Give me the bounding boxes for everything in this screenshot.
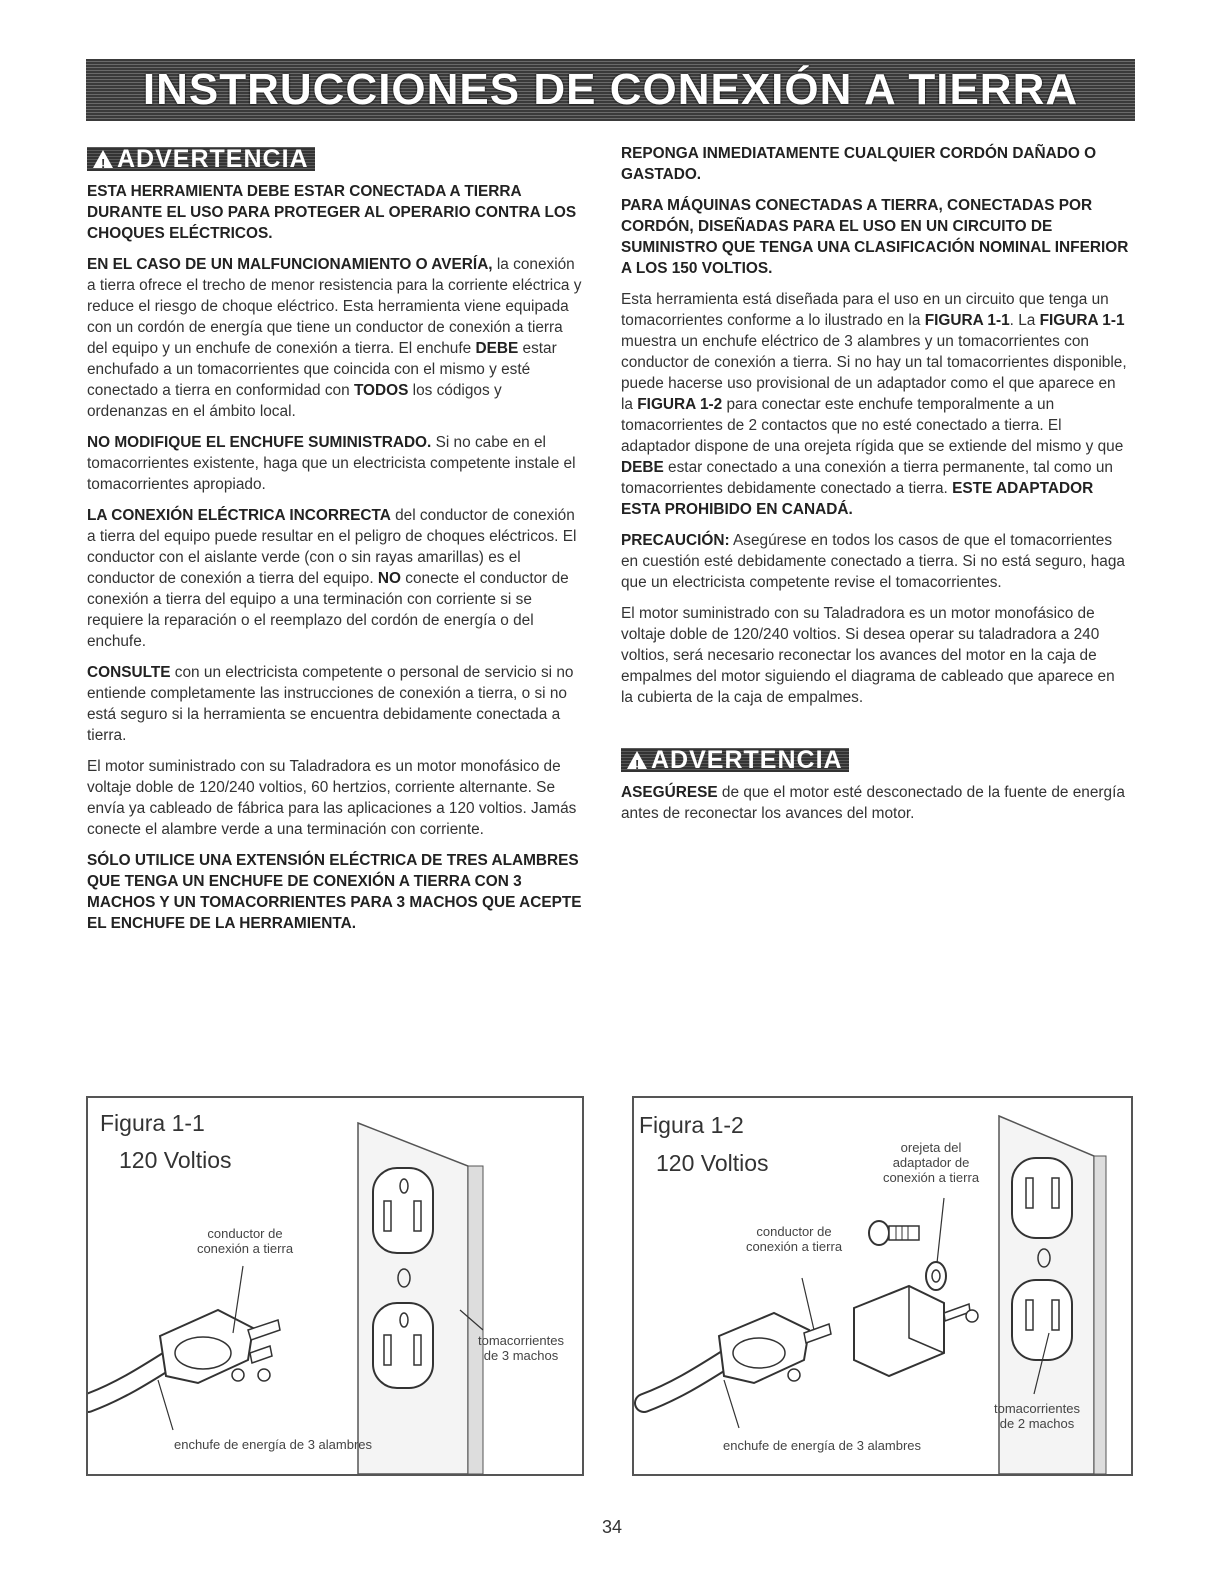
receptacle-lower [373,1303,433,1388]
figure-1-2-ground-label: conductor de conexión a tierra [745,1224,843,1254]
right-p3: Esta herramienta está diseñada para el uso en un circuito que tenga un tomacorrientes conforme a lo ilustrado en la FIGURA 1-1. La FIGURA 1-1 muestra un enchufe eléctrico de 3 alambres y un tomacorrientes con conductor de conexión a tierra. Si no hay un tal tomacorrientes disponible, puede hacerse uso provisional de un adaptador como el que aparece en la FIGURA 1-2 para conectar este enchufe temporalmente a un tomacorrientes de 2 contactos que no esté conectado a tierra. El adaptador dispone de una orejeta rígida que se extiende del mismo y que DEBE estar conectado a una conexión a tierra permanente, tal como un tomacorrientes debidamente conectado a tierra. ESTE ADAPTADOR ESTA PROHIBIDO EN CANADÁ. [621,291,1127,518]
left-p1: ESTA HERRAMIENTA DEBE ESTAR CONECTADA A TIERRA DURANTE EL USO PARA PROTEGER AL OPERARIO CONTRA LOS CHOQUES ELÉCTRICOS. [87,183,577,242]
right-p4: PRECAUCIÓN: Asegúrese en todos los casos de que el tomacorrientes en cuestión esté debidamente conectado a tierra. Si no está seguro, haga que un electricista competente revise el tomacorrientes. [621,532,1125,591]
figure-1-1-outlet-label: tomacorrientes de 3 machos [478,1333,564,1363]
figure-1-1-voltage: 120 Voltios [119,1147,232,1173]
figure-1-2-plug-label: enchufe de energía de 3 alambres [722,1438,922,1453]
figure-1-2-voltage: 120 Voltios [656,1150,769,1176]
screw-icon [869,1221,889,1245]
figure-1-1-plug-label: enchufe de energía de 3 alambres [173,1437,373,1452]
left-p2: EN EL CASO DE UN MALFUNCIONAMIENTO O AVERÍA, la conexión a tierra ofrece el trecho de menor resistencia para la corriente eléctrica y reduce el riesgo de choque eléctrico. Esta herramienta viene equipada con un cordón de energía que tiene un conductor de conexión a tierra del equipo y un enchufe de conexión a tierra. El enchufe DEBE estar enchufado a un tomacorrientes que coincida con el mismo y esté conectado a tierra en conformidad con TODOS los códigos y ordenanzas en el ámbito local. [87,256,582,420]
left-p6: El motor suministrado con su Taladradora es un motor monofásico de voltaje doble de 120/240 voltios, 60 hertzios, corriente alternante. Se envía ya cableado de fábrica para las aplicaciones a 120 voltios. Jamás conecte el alambre verde a una terminación con corriente. [87,758,577,838]
title-banner [86,59,1135,121]
page-number: 34 [601,1517,623,1537]
figure-1-2-title: Figura 1-2 [639,1112,744,1138]
left-p7: SÓLO UTILICE UNA EXTENSIÓN ELÉCTRICA DE TRES ALAMBRES QUE TENGA UN ENCHUFE DE CONEXIÓN A TIERRA CON 3 MACHOS Y UN TOMACORRIENTES PARA 3 MACHOS QUE ACEPTE EL ENCHUFE DE LA HERRAMIENTA. [87,852,582,932]
page-title: INSTRUCCIONES DE CONEXIÓN A TIERRA [142,65,1079,114]
warning-triangle-icon: ! [93,150,113,168]
figure-1-2 [632,1096,1133,1476]
warning-triangle-icon: ! [627,751,647,769]
adapter-lug [926,1262,946,1290]
warning-badge-left: ! ADVERTENCIA [87,147,315,171]
right-p1: REPONGA INMEDIATAMENTE CUALQUIER CORDÓN DAÑADO O GASTADO. [621,145,1097,183]
receptacle-lower [1012,1280,1072,1360]
figure-1-1-title: Figura 1-1 [100,1110,205,1136]
figure-1-1 [86,1096,584,1476]
figure-1-2-outlet-label: tomacorrientes de 2 machos [994,1401,1080,1431]
receptacle-upper [373,1168,433,1253]
right-p5: El motor suministrado con su Taladradora es un motor monofásico de voltaje doble de 120/240 voltios. Si desea operar su taladradora a 240 voltios, será necesario reconectar los avances del motor en la caja de empalmes del motor siguiendo el diagrama de cableado que aparece en la cubierta de la caja de empalmes. [621,605,1115,706]
right-p6: ASEGÚRESE de que el motor esté desconectado de la fuente de energía antes de reconectar los avances del motor. [621,784,1125,822]
right-p2: PARA MÁQUINAS CONECTADAS A TIERRA, CONECTADAS POR CORDÓN, DISEÑADAS PARA EL USO EN UN CIRCUITO DE SUMINISTRO QUE TENGA UNA CLASIFICACIÓN NOMINAL INFERIOR A LOS 150 VOLTIOS. [621,197,1129,277]
left-p5: CONSULTE con un electricista competente o personal de servicio si no entiende completamente las instrucciones de conexión a tierra, o si no está seguro si la herramienta se encuentra debidamente conectada a tierra. [87,664,574,744]
left-p3: NO MODIFIQUE EL ENCHUFE SUMINISTRADO. Si no cabe en el tomacorrientes existente, haga que un electricista competente instale el tomacorrientes apropiado. [87,434,576,493]
warning-badge-right: ! ADVERTENCIA [621,748,849,772]
grounding-adapter [854,1286,944,1376]
left-p4: LA CONEXIÓN ELÉCTRICA INCORRECTA del conductor de conexión a tierra del equipo puede resultar en el peligro de choques eléctricos. El conductor con el aislante verde (con o sin rayas amarillas) es el conductor de conexión a tierra del equipo. NO conecte el conductor de conexión a tierra del equipo a una terminación con corriente si se requiere la reparación o el reemplazo del cordón de energía o del enchufe. [87,507,577,650]
figure-1-1-ground-label: conductor de conexión a tierra [196,1226,294,1256]
right-column [621,143,1129,834]
left-column [87,147,583,944]
figure-1-2-lug-label: orejeta del adaptador de conexión a tierra [882,1140,980,1185]
receptacle-upper [1012,1158,1072,1238]
